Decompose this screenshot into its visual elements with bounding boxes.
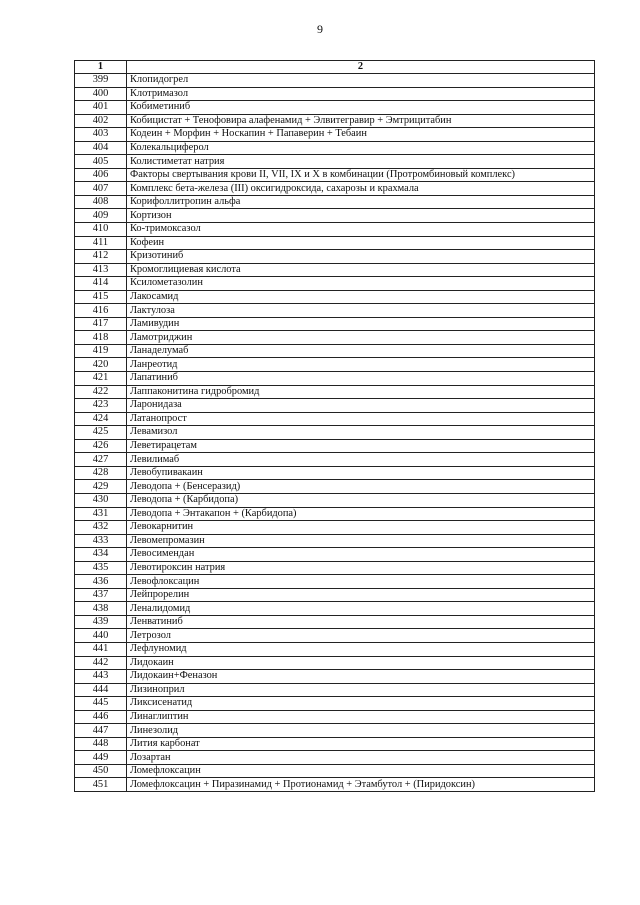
row-number: 402 bbox=[75, 114, 127, 128]
row-number: 436 bbox=[75, 575, 127, 589]
drug-name: Комплекс бета-железа (III) оксигидроксида, сахарозы и крахмала bbox=[127, 182, 595, 196]
table-row bbox=[75, 236, 595, 250]
row-number: 430 bbox=[75, 493, 127, 507]
table-row bbox=[75, 453, 595, 467]
row-number: 412 bbox=[75, 250, 127, 264]
drug-name: Лидокаин+Феназон bbox=[127, 670, 595, 684]
drug-name: Лакосамид bbox=[127, 290, 595, 304]
row-number: 450 bbox=[75, 764, 127, 778]
row-number: 439 bbox=[75, 615, 127, 629]
row-number: 406 bbox=[75, 168, 127, 182]
drug-name: Линезолид bbox=[127, 724, 595, 738]
drug-name: Левобупивакаин bbox=[127, 466, 595, 480]
table-row bbox=[75, 344, 595, 358]
table-row bbox=[75, 697, 595, 711]
drug-table bbox=[74, 60, 595, 792]
table-row bbox=[75, 439, 595, 453]
table-row bbox=[75, 223, 595, 237]
row-number: 432 bbox=[75, 521, 127, 535]
row-number: 444 bbox=[75, 683, 127, 697]
row-number: 451 bbox=[75, 778, 127, 792]
drug-name: Левокарнитин bbox=[127, 521, 595, 535]
drug-name: Клотримазол bbox=[127, 87, 595, 101]
drug-name: Летрозол bbox=[127, 629, 595, 643]
row-number: 408 bbox=[75, 195, 127, 209]
drug-name: Колистиметат натрия bbox=[127, 155, 595, 169]
drug-name: Лития карбонат bbox=[127, 737, 595, 751]
table-row bbox=[75, 480, 595, 494]
table-row bbox=[75, 602, 595, 616]
table-row bbox=[75, 493, 595, 507]
drug-name: Кризотиниб bbox=[127, 250, 595, 264]
table-row bbox=[75, 277, 595, 291]
table-row bbox=[75, 507, 595, 521]
row-number: 448 bbox=[75, 737, 127, 751]
table-row bbox=[75, 128, 595, 142]
row-number: 435 bbox=[75, 561, 127, 575]
row-number: 399 bbox=[75, 74, 127, 88]
table-row bbox=[75, 87, 595, 101]
drug-name: Левомепромазин bbox=[127, 534, 595, 548]
drug-name: Лидокаин bbox=[127, 656, 595, 670]
table-row bbox=[75, 575, 595, 589]
row-number: 416 bbox=[75, 304, 127, 318]
column-header-number: 1 bbox=[75, 61, 127, 74]
table-row bbox=[75, 412, 595, 426]
drug-name: Ламивудин bbox=[127, 317, 595, 331]
drug-name: Левотироксин натрия bbox=[127, 561, 595, 575]
row-number: 411 bbox=[75, 236, 127, 250]
table-row bbox=[75, 656, 595, 670]
table-row bbox=[75, 290, 595, 304]
table-row bbox=[75, 141, 595, 155]
drug-name: Леветирацетам bbox=[127, 439, 595, 453]
table-row bbox=[75, 426, 595, 440]
row-number: 419 bbox=[75, 344, 127, 358]
row-number: 431 bbox=[75, 507, 127, 521]
row-number: 442 bbox=[75, 656, 127, 670]
row-number: 405 bbox=[75, 155, 127, 169]
row-number: 447 bbox=[75, 724, 127, 738]
table-row bbox=[75, 683, 595, 697]
table-row bbox=[75, 534, 595, 548]
table-row bbox=[75, 358, 595, 372]
table-row bbox=[75, 263, 595, 277]
row-number: 401 bbox=[75, 101, 127, 115]
table-row bbox=[75, 372, 595, 386]
row-number: 445 bbox=[75, 697, 127, 711]
drug-name: Колекальциферол bbox=[127, 141, 595, 155]
drug-name: Ликсисенатид bbox=[127, 697, 595, 711]
drug-name: Лейпрорелин bbox=[127, 588, 595, 602]
drug-name: Ломефлоксацин + Пиразинамид + Протионамид + Этамбутол + (Пиридоксин) bbox=[127, 778, 595, 792]
row-number: 418 bbox=[75, 331, 127, 345]
table-row bbox=[75, 209, 595, 223]
drug-name: Ломефлоксацин bbox=[127, 764, 595, 778]
table-header-row bbox=[75, 61, 595, 74]
row-number: 428 bbox=[75, 466, 127, 480]
table-row bbox=[75, 561, 595, 575]
drug-name: Лозартан bbox=[127, 751, 595, 765]
row-number: 437 bbox=[75, 588, 127, 602]
table-row bbox=[75, 724, 595, 738]
column-header-name: 2 bbox=[127, 61, 595, 74]
drug-name: Левилимаб bbox=[127, 453, 595, 467]
table-row bbox=[75, 466, 595, 480]
row-number: 443 bbox=[75, 670, 127, 684]
table-row bbox=[75, 155, 595, 169]
table-row bbox=[75, 588, 595, 602]
table-row bbox=[75, 670, 595, 684]
drug-name: Латанопрост bbox=[127, 412, 595, 426]
drug-name: Кобиметиниб bbox=[127, 101, 595, 115]
table-row bbox=[75, 101, 595, 115]
table-row bbox=[75, 182, 595, 196]
row-number: 440 bbox=[75, 629, 127, 643]
table-row bbox=[75, 710, 595, 724]
row-number: 420 bbox=[75, 358, 127, 372]
table-row bbox=[75, 778, 595, 792]
table-row bbox=[75, 385, 595, 399]
row-number: 414 bbox=[75, 277, 127, 291]
drug-name: Лефлуномид bbox=[127, 642, 595, 656]
drug-name: Ксилометазолин bbox=[127, 277, 595, 291]
drug-name: Линаглиптин bbox=[127, 710, 595, 724]
drug-name: Левофлоксацин bbox=[127, 575, 595, 589]
drug-name: Лапатиниб bbox=[127, 372, 595, 386]
row-number: 404 bbox=[75, 141, 127, 155]
drug-name: Кобицистат + Тенофовира алафенамид + Элвитегравир + Эмтрицитабин bbox=[127, 114, 595, 128]
drug-name: Леводопа + Энтакапон + (Карбидопа) bbox=[127, 507, 595, 521]
table-row bbox=[75, 399, 595, 413]
drug-name: Левосимендан bbox=[127, 548, 595, 562]
row-number: 446 bbox=[75, 710, 127, 724]
drug-name: Ларонидаза bbox=[127, 399, 595, 413]
row-number: 438 bbox=[75, 602, 127, 616]
page-number: 9 bbox=[317, 22, 323, 36]
table-row bbox=[75, 629, 595, 643]
table-row bbox=[75, 114, 595, 128]
row-number: 441 bbox=[75, 642, 127, 656]
row-number: 410 bbox=[75, 223, 127, 237]
table-row bbox=[75, 304, 595, 318]
row-number: 417 bbox=[75, 317, 127, 331]
drug-name: Кофеин bbox=[127, 236, 595, 250]
table-row bbox=[75, 331, 595, 345]
row-number: 403 bbox=[75, 128, 127, 142]
row-number: 415 bbox=[75, 290, 127, 304]
row-number: 421 bbox=[75, 372, 127, 386]
row-number: 425 bbox=[75, 426, 127, 440]
drug-name: Факторы свертывания крови II, VII, IX и X в комбинации (Протромбиновый комплекс) bbox=[127, 168, 595, 182]
drug-name: Ламотриджин bbox=[127, 331, 595, 345]
table-row bbox=[75, 317, 595, 331]
drug-name: Леводопа + (Бенсеразид) bbox=[127, 480, 595, 494]
drug-name: Ланреотид bbox=[127, 358, 595, 372]
table-row bbox=[75, 548, 595, 562]
row-number: 409 bbox=[75, 209, 127, 223]
row-number: 400 bbox=[75, 87, 127, 101]
table-row bbox=[75, 521, 595, 535]
drug-name: Ко-тримоксазол bbox=[127, 223, 595, 237]
drug-name: Корифоллитропин альфа bbox=[127, 195, 595, 209]
drug-name: Леводопа + (Карбидопа) bbox=[127, 493, 595, 507]
drug-name: Кодеин + Морфин + Носкапин + Папаверин + Тебаин bbox=[127, 128, 595, 142]
row-number: 429 bbox=[75, 480, 127, 494]
row-number: 413 bbox=[75, 263, 127, 277]
table-row bbox=[75, 764, 595, 778]
drug-name: Левамизол bbox=[127, 426, 595, 440]
row-number: 424 bbox=[75, 412, 127, 426]
table-row bbox=[75, 195, 595, 209]
drug-name: Клопидогрел bbox=[127, 74, 595, 88]
table-row bbox=[75, 737, 595, 751]
drug-name: Кортизон bbox=[127, 209, 595, 223]
table-row bbox=[75, 615, 595, 629]
drug-name: Леналидомид bbox=[127, 602, 595, 616]
row-number: 433 bbox=[75, 534, 127, 548]
table-row bbox=[75, 642, 595, 656]
table-row bbox=[75, 250, 595, 264]
drug-name: Ленватиниб bbox=[127, 615, 595, 629]
drug-name: Лизиноприл bbox=[127, 683, 595, 697]
table-row bbox=[75, 168, 595, 182]
drug-name: Кромоглициевая кислота bbox=[127, 263, 595, 277]
row-number: 407 bbox=[75, 182, 127, 196]
row-number: 434 bbox=[75, 548, 127, 562]
drug-name: Ланаделумаб bbox=[127, 344, 595, 358]
table-row bbox=[75, 74, 595, 88]
row-number: 449 bbox=[75, 751, 127, 765]
drug-name: Лаппаконитина гидробромид bbox=[127, 385, 595, 399]
row-number: 422 bbox=[75, 385, 127, 399]
row-number: 423 bbox=[75, 399, 127, 413]
row-number: 426 bbox=[75, 439, 127, 453]
row-number: 427 bbox=[75, 453, 127, 467]
drug-name: Лактулоза bbox=[127, 304, 595, 318]
table-row bbox=[75, 751, 595, 765]
